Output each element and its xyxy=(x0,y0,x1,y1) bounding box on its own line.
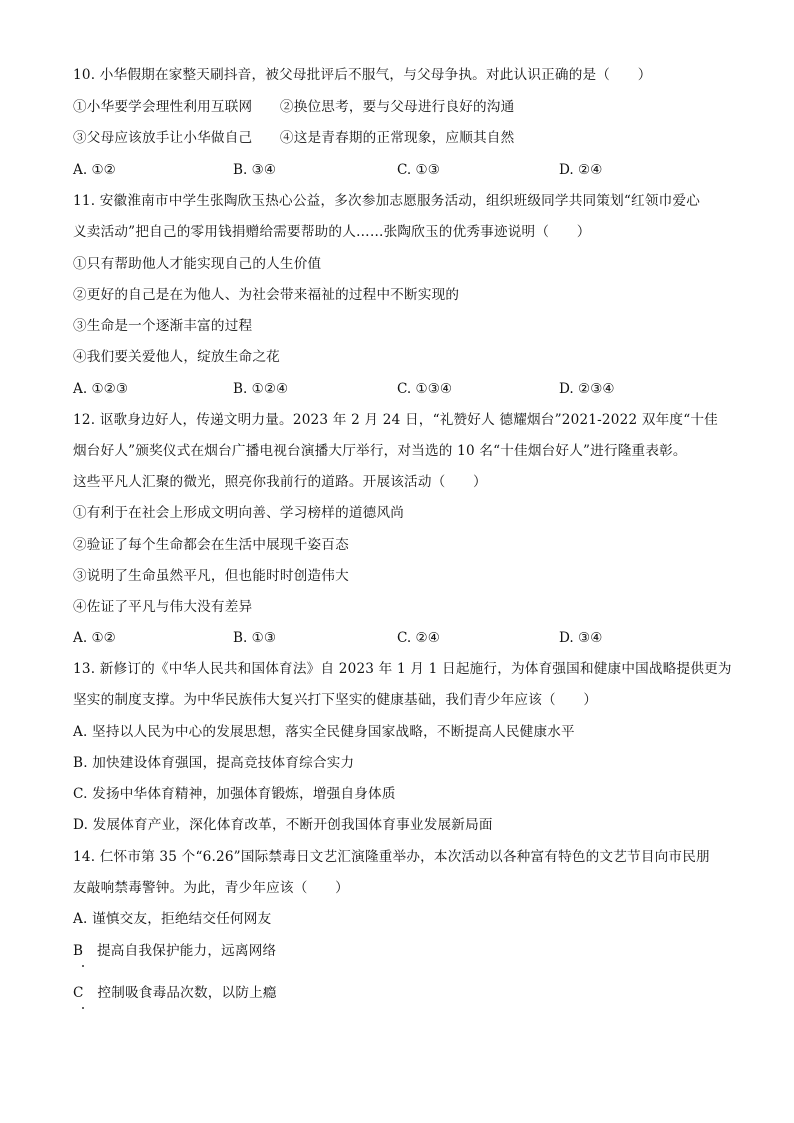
q14-option-b: B 提高自我保护能力，远离网络 xyxy=(73,943,277,959)
q10-statements-1: ①小华要学会理性利用互联网 ②换位思考，要与父母进行良好的沟通 xyxy=(73,99,515,115)
q12-option-d: D. ③④ xyxy=(559,630,603,646)
q11-statement-4: ④我们要关爱他人，绽放生命之花 xyxy=(73,349,280,365)
q10-option-b: B. ③④ xyxy=(233,162,277,178)
scan-dot xyxy=(82,965,84,967)
q13-option-a: A. 坚持以人民为中心的发展思想，落实全民健身国家战略，不断提高人民健康水平 xyxy=(73,724,575,740)
q10-option-a: A. ①② xyxy=(73,162,116,178)
q11-option-c: C. ①③④ xyxy=(397,381,453,397)
q11-option-d: D. ②③④ xyxy=(559,381,615,397)
q12-stem-line3: 这些平凡人汇聚的微光，照亮你我前行的道路。开展该活动（ ） xyxy=(73,474,487,490)
q11-statement-3: ③生命是一个逐渐丰富的过程 xyxy=(73,318,253,334)
q12-option-b: B. ①③ xyxy=(233,630,277,646)
q12-statement-1: ①有利于在社会上形成文明向善、学习榜样的道德风尚 xyxy=(73,505,405,521)
q14-option-c: C 控制吸食毒品次数，以防上瘾 xyxy=(73,985,277,1001)
q13-stem-line1: 13. 新修订的《中华人民共和国体育法》自 2023 年 1 月 1 日起施行，为体育强国和健康中国战略提供更为 xyxy=(73,661,732,677)
q10-stem: 10. 小华假期在家整天刷抖音，被父母批评后不服气，与父母争执。对此认识正确的是（ ） xyxy=(73,67,652,83)
q12-option-a: A. ①② xyxy=(73,630,116,646)
q12-stem-line1: 12. 讴歌身边好人，传递文明力量。2023 年 2 月 24 日，“礼赞好人 德耀烟台”2021-2022 双年度“十佳 xyxy=(73,412,718,428)
scan-dot xyxy=(82,1007,84,1009)
q14-option-a: A. 谨慎交友，拒绝结交任何网友 xyxy=(73,911,272,927)
q12-statement-3: ③说明了生命虽然平凡，但也能时时创造伟大 xyxy=(73,568,349,584)
q11-statement-2: ②更好的自己是在为他人、为社会带来福祉的过程中不断实现的 xyxy=(73,287,460,303)
q12-statement-2: ②验证了每个生命都会在生活中展现千姿百态 xyxy=(73,537,349,553)
q12-statement-4: ④佐证了平凡与伟大没有差异 xyxy=(73,599,253,615)
q10-option-c: C. ①③ xyxy=(397,162,440,178)
q13-option-c: C. 发扬中华体育精神，加强体育锻炼，增强自身体质 xyxy=(73,786,396,802)
q14-stem-line2: 友敲响禁毒警钟。为此，青少年应该（ ） xyxy=(73,880,349,896)
q11-option-b: B. ①②④ xyxy=(233,381,289,397)
q13-option-b: B. 加快建设体育强国，提高竞技体育综合实力 xyxy=(73,755,355,771)
q10-option-d: D. ②④ xyxy=(559,162,603,178)
q13-option-d: D. 发展体育产业，深化体育改革，不断开创我国体育事业发展新局面 xyxy=(73,817,493,833)
q10-statements-2: ③父母应该放手让小华做自己 ④这是青春期的正常现象，应顺其自然 xyxy=(73,130,515,146)
q11-option-a: A. ①②③ xyxy=(73,381,129,397)
q12-stem-line2: 烟台好人”颁奖仪式在烟台广播电视台演播大厅举行，对当选的 10 名“十佳烟台好人”进行隆重表彰。 xyxy=(73,443,687,459)
q11-stem-line2: 义卖活动”把自己的零用钱捐赠给需要帮助的人……张陶欣玉的优秀事迹说明（ ） xyxy=(73,224,591,240)
q11-stem-line1: 11. 安徽淮南市中学生张陶欣玉热心公益，多次参加志愿服务活动，组织班级同学共同策划“红领巾爱心 xyxy=(73,193,701,209)
q12-option-c: C. ②④ xyxy=(397,630,440,646)
q13-stem-line2: 坚实的制度支撑。为中华民族伟大复兴打下坚实的健康基础，我们青少年应该（ ） xyxy=(73,692,598,708)
q14-stem-line1: 14. 仁怀市第 35 个“6.26”国际禁毒日文艺汇演隆重举办，本次活动以各种富有特色的文艺节目向市民朋 xyxy=(73,849,710,865)
q11-statement-1: ①只有帮助他人才能实现自己的人生价值 xyxy=(73,256,322,272)
